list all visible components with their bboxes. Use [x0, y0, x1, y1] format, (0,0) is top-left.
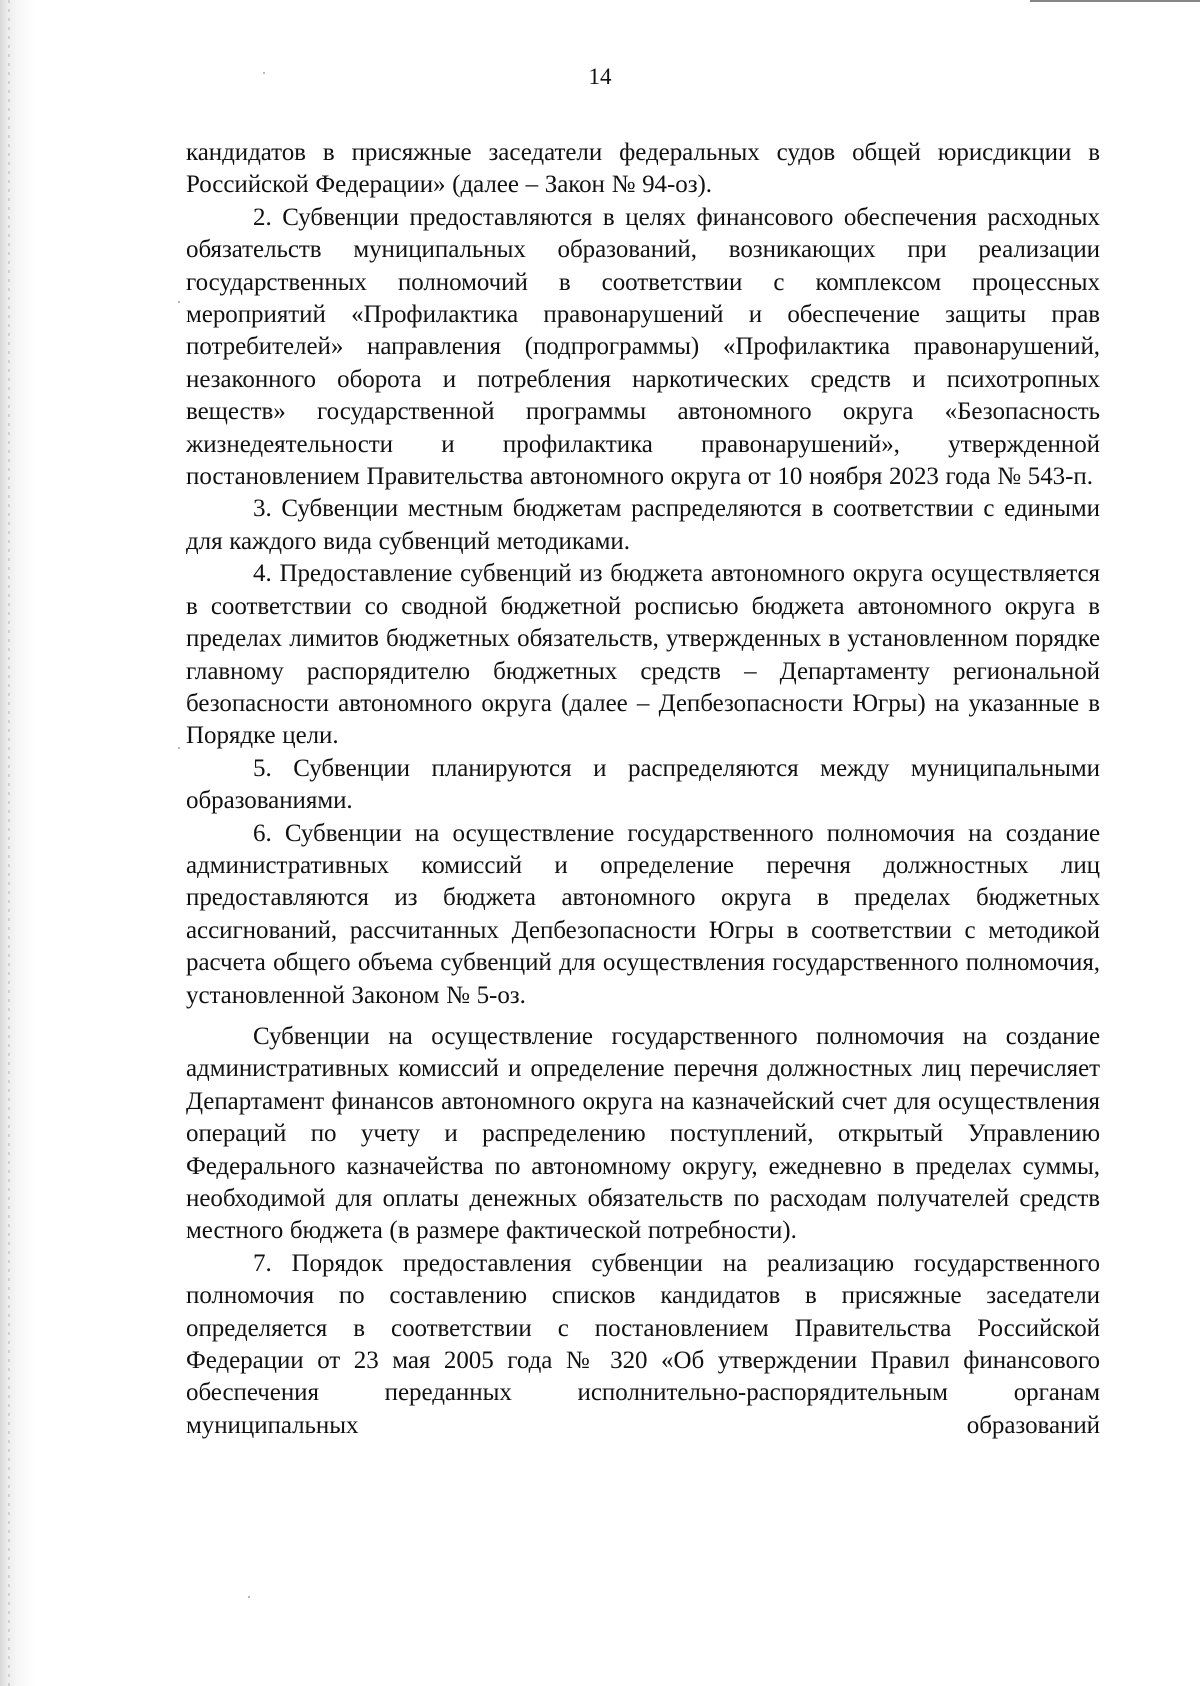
document-body	[186, 137, 1100, 1442]
scan-speck	[178, 301, 180, 303]
paragraph-item-4: 4. Предоставление субвенций из бюджета автономного округа осуществляется в соответствии со сводной бюджетной росписью бюджета автономного округа в пределах лимитов бюджетных обязательств, утвержденных в установленном порядке главному распорядителю бюджетных средств – Департаменту региональной безопасности автономного округа (далее – Депбезопасности Югры) на указанные в Порядке цели.	[186, 560, 1100, 750]
paragraph-item-7: 7. Порядок предоставления субвенции на реализацию государственного полномочия по составлению списков кандидатов в присяжные заседатели определяется в соответствии с постановлением Правительства Российской Федерации от 23 мая 2005 года № 320 «Об утверждении Правил финансового обеспечения переданных исполнительно-распорядительным органам муниципальных образований	[186, 1249, 1100, 1439]
paragraph-item-5: 5. Субвенции планируются и распределяются между муниципальными образованиями.	[186, 754, 1100, 815]
scan-top-rule	[1030, 0, 1200, 2]
scan-speck	[248, 1596, 250, 1598]
scan-left-edge	[0, 0, 34, 1686]
paragraph-item-2: 2. Субвенции предоставляются в целях финансового обеспечения расходных обязательств муниципальных образований, возникающих при реализации государственных полномочий в соответствии с комплексом процессных мероприятий «Профилактика правонарушений и обеспечение защиты прав потребителей» направления (подпрограммы) «Профилактика правонарушений, незаконного оборота и потребления наркотических средств и психотропных веществ» государственной программы автономного округа «Безопасность жизнедеятельности и профилактика правонарушений», утвержденной постановлением Правительства автономного округа от 10 ноября 2023 года № 543-п.	[186, 203, 1100, 491]
paragraph-transfer-details: Субвенции на осуществление государственного полномочия на создание административных комиссий и определение перечня должностных лиц перечисляет Департамент финансов автономного округа на казначейский счет для осуществления операций по учету и распределению поступлений, открытый Управлению Федерального казначейства по автономному округу, ежедневно в пределах суммы, необходимой для оплаты денежных обязательств по расходам получателей средств местного бюджета (в размере фактической потребности).	[186, 1022, 1100, 1245]
paragraph-item-3: 3. Субвенции местным бюджетам распределяются в соответствии с едиными для каждого вида субвенций методиками.	[186, 495, 1100, 555]
scan-speck	[263, 72, 265, 74]
scan-speck	[178, 747, 180, 749]
page-number: 14	[588, 64, 612, 89]
paragraph-item-6: 6. Субвенции на осуществление государственного полномочия на создание административных комиссий и определение перечня должностных лиц предоставляются из бюджета автономного округа в пределах бюджетных ассигнований, рассчитанных Депбезопасности Югры в соответствии с методикой расчета общего объема субвенций для осуществления государственного полномочия, установленной Законом № 5-оз.	[186, 819, 1100, 1009]
paragraph-continuation: кандидатов в присяжные заседатели федеральных судов общей юрисдикции в Российской Федерации» (далее – Закон № 94-оз).	[186, 139, 1100, 199]
